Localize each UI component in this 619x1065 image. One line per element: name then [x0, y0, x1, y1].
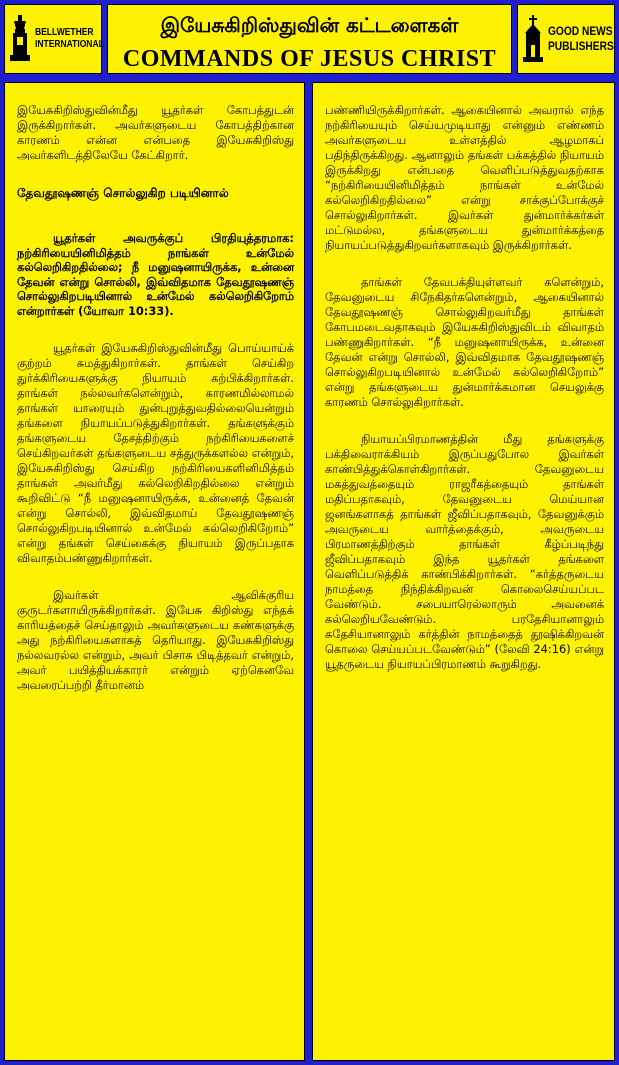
- right-paragraph-3: நியாயப்பிரமாணத்தின் மீது தங்களுக்கு பக்திவைராக்கியம் இருப்பதுபோல இவர்கள் காண்பித்துக்கொள்கிறார்கள். தேவனுடைய மகத்துவத்தையும் ராஜரீகத்தையும் தாங்கள் மதிப்பதாகவும், தேவனுடைய மெய்யான ஜனங்களாகத் தாங்கள் ஜீவிப்பதாகவும், தேவனுக்கும் அவருடைய வார்த்தைக்கும், அவருடைய பிரமாணத்திற்கும் தாங்கள் கீழ்ப்படிந்து ஜீவிப்பதாகவும் இந்த யூதர்கள் தங்களை வெளிப்படுத்திக் காண்பிக்கிறார்கள். “கர்த்தருடைய நாமத்தை நிந்திக்கிறவன் கொலைசெய்யப்பட வேண்டும். சபையாரெல்லாரும் அவனைக் கல்லெறியவேண்டும். பரதேசியானாலும் சுதேசியானாலும் கர்த்தின் நாமத்தைத் தூஷிக்கிறவன் கொலை செய்யப்படவேண்டும்” (லேவி 24:16) என்று யூதருடைய நியாயப்பிரமாணம் கூறுகிறது.: [325, 432, 604, 671]
- bellwether-line2: INTERNATIONAL: [35, 39, 104, 50]
- bell-tower-icon: [9, 15, 31, 63]
- good-news-logo: [517, 4, 615, 74]
- title-tamil: இயேசுகிறிஸ்துவின் கட்டளைகள்: [160, 13, 459, 37]
- left-column: [4, 82, 305, 1061]
- right-column: [312, 82, 615, 1061]
- title-banner: [107, 4, 512, 74]
- left-paragraph-1: இயேசுகிறிஸ்துவின்மீது யூதர்கள் கோபத்துடன் இருக்கிறார்கள். அவர்களுடைய கோபத்திற்கான காரணம் என்ன என்பதை இயேசுகிறிஸ்து அவர்களிடத்திலேயே கேட்கிறார்.: [17, 103, 294, 162]
- good-news-logo-text: [548, 24, 614, 54]
- right-paragraph-1: பண்ணியிருக்கிறார்கள். ஆகையினால் அவரால் எந்த நற்கிரியையும் செய்யமுடியாது என்னும் எண்ணம் அவர்களுடைய உள்ளத்தில் ஆழமாகப் பதிந்திருக்கிறது. ஆனாலும் தங்கள் பக்கத்தில் நியாயம் இருக்கிறது என்பதை வெளிப்படுத்துவதற்காக “நற்கிரியையினிமித்தம் நாங்கள் உன்மேல் கல்லெறிகிறதில்லை” என்று சாக்குப்போக்குச் சொல்லுகிறார்கள். இவர்கள் துன்மார்க்கர்கள் மட்டுமல்ல, தங்களுடைய துன்மார்க்கத்தை நியாயப்படுத்துகிறவர்களாகவும் இருக்கிறார்கள்.: [325, 103, 604, 252]
- bellwether-logo: [4, 4, 102, 74]
- left-paragraph-2: யூதர்கள் இயேசுகிறிஸ்துவின்மீது பொய்யாய்க் குற்றம் சுமத்துகிறார்கள். தாங்கள் செய்கிற துர்க்கிரியைகளுக்கு நியாயம் கற்பிக்கிறார்கள். தாங்கள் நல்லவர்களென்றும், காரணமில்லாமல் தாங்கள் யாரையும் துன்புறுத்துவதில்லையென்றும் தங்களை நியாயப்படுத்துகிறார்கள். தங்களுக்கும் தங்களுடைய தேசத்திற்கும் நற்கிரியைகளைச் செய்கிறவர்கள் தங்களுடைய சத்துருக்களல்ல என்றும், இயேசுகிறிஸ்து செய்கிற நற்கிரியைகளினிமித்தம் தாங்கள் அவர்மீது கல்லெறிகிறதில்லை என்றும் கூறிவிட்டு “நீ மனுஷனாயிருக்க, உன்னைத் தேவன் என்று சொல்லி, இவ்விதமாய் தேவதூஷணஞ் சொல்லுகிறபடியினால் உன்மேல் கல்லெறிகிறோம்” என்று தங்கள் செய்கைக்கு நியாயம் இருப்பதாக விவாதம்பண்ணுகிறார்கள்.: [17, 340, 294, 565]
- title-english: COMMANDS OF JESUS CHRIST: [122, 46, 497, 72]
- good-news-line2: PUBLISHERS: [548, 39, 614, 53]
- section-heading: தேவதூஷணஞ் சொல்லுகிற படியினால்: [17, 186, 229, 200]
- bellwether-line1: BELLWETHER: [35, 27, 94, 38]
- left-paragraph-3: இவர்கள் ஆவிக்குரிய குருடர்களாயிருக்கிறார்கள். இயேசு கிறிஸ்து எந்தக் காரியத்தைச் செய்தாலும் அவர்களுடைய கண்களுக்கு அது நற்கிரியைகளாகத் தெரியாது. இயேசுகிறிஸ்து நல்லவரல்ல என்றும், அவர் பிசாசு பிடித்தவர் என்றும், அவர் பயித்தியக்காரர் என்றும் ஏற்கெனவே அவரைப்பற்றி தீர்மானம்: [17, 587, 294, 692]
- church-icon: [522, 15, 544, 63]
- scripture-quote: யூதர்கள் அவருக்குப் பிரதியுத்தரமாக: நற்கிரியையினிமித்தம் நாங்கள் உன்மேல் கல்லெறிகிறதில்லை; நீ மனுஷனாயிருக்க, உன்னை தேவன் என்று சொல்லி, இவ்விதமாக தேவதூஷணஞ் சொல்லுகிறபடியினால் உன்மேல் கல்லெறிகிறோம் என்றார்கள் (யோவா 10:33).: [17, 231, 294, 318]
- right-paragraph-2: தாங்கள் தேவபக்தியுள்ளவர் களென்றும், தேவனுடைய சிநேகிதர்களென்றும், ஆகையினால் தேவதூஷணஞ் சொல்லுகிறவர்மீது தாங்கள் கோபமடைவதாகவும் இயேசுகிறிஸ்துவிடம் விவாதம் பண்ணுகிறார்கள். “நீ மனுஷனாயிருக்க, உன்னை தேவன் என்று சொல்லி, இவ்விதமாக தேவதூஷணஞ் சொல்லுகிறபடியினால் உன்மேல் கல்லெறிகிறோம்” என்று தங்களுடைய துன்மார்க்கமான செயலுக்கு காரணம் சொல்லுகிறார்கள்.: [325, 275, 604, 409]
- good-news-line1: GOOD NEWS: [548, 24, 613, 38]
- bellwether-logo-text: [35, 27, 104, 51]
